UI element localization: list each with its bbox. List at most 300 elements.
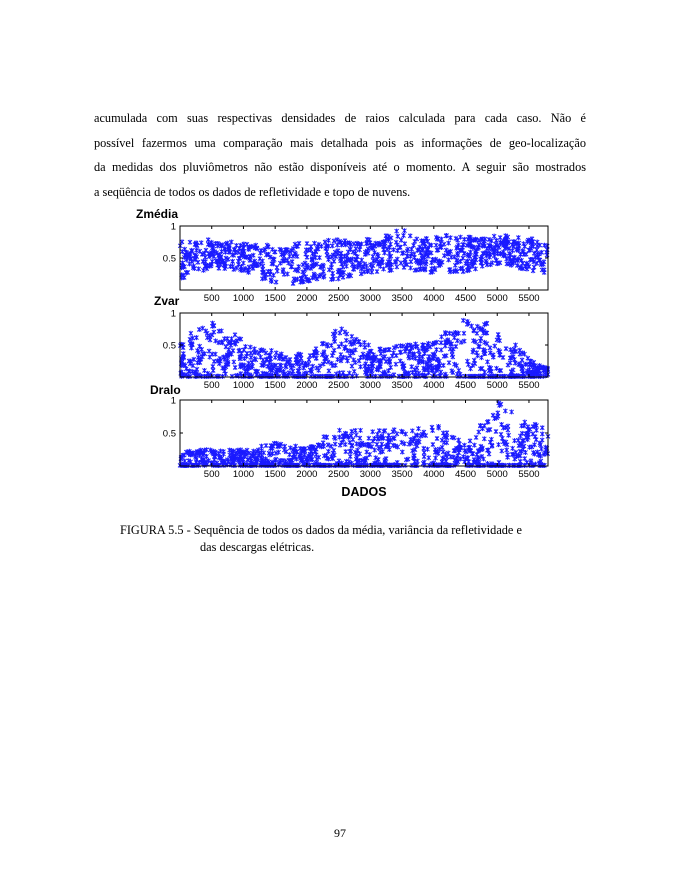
x-tick-label: 3000 xyxy=(359,380,381,391)
data-marker xyxy=(518,348,522,353)
data-marker xyxy=(485,359,489,364)
x-tick-label: 4500 xyxy=(454,380,477,391)
data-marker xyxy=(408,233,412,238)
data-marker xyxy=(422,446,426,451)
data-marker xyxy=(333,363,337,368)
data-marker xyxy=(466,362,470,367)
data-marker xyxy=(434,347,438,352)
data-marker xyxy=(304,252,308,257)
data-marker xyxy=(395,264,399,269)
data-marker xyxy=(346,358,350,363)
data-marker xyxy=(195,367,199,372)
data-marker xyxy=(410,364,414,369)
data-marker xyxy=(239,351,243,356)
data-marker xyxy=(211,364,215,369)
data-marker xyxy=(208,337,212,342)
data-marker xyxy=(475,452,479,457)
data-marker xyxy=(500,436,504,441)
data-marker xyxy=(302,366,306,371)
data-marker xyxy=(397,374,401,379)
data-marker xyxy=(427,370,431,375)
data-marker xyxy=(412,255,416,260)
data-marker xyxy=(510,409,514,414)
data-marker xyxy=(288,452,292,457)
data-marker xyxy=(234,243,238,248)
data-marker xyxy=(367,343,371,348)
data-marker xyxy=(187,261,191,266)
x-tick-label: 1000 xyxy=(232,469,255,480)
data-marker xyxy=(395,431,399,436)
data-marker xyxy=(415,365,419,370)
data-marker xyxy=(358,247,362,252)
data-marker xyxy=(258,251,262,256)
data-marker xyxy=(422,454,426,459)
data-marker xyxy=(516,438,520,443)
data-marker xyxy=(341,370,345,375)
data-marker xyxy=(358,436,362,441)
data-marker xyxy=(514,450,518,455)
data-marker xyxy=(427,354,431,359)
x-tick-label: 500 xyxy=(203,469,220,480)
data-marker xyxy=(386,368,390,373)
data-marker xyxy=(470,323,474,328)
data-marker xyxy=(197,327,201,332)
x-tick-label: 5500 xyxy=(518,380,540,391)
data-marker xyxy=(387,447,391,452)
data-marker xyxy=(496,410,500,415)
x-tick-label: 1500 xyxy=(264,469,286,480)
data-marker xyxy=(434,456,438,461)
data-marker xyxy=(273,249,277,254)
data-marker xyxy=(492,234,496,239)
x-tick-label: 4500 xyxy=(454,293,477,304)
data-marker xyxy=(447,331,451,336)
data-marker xyxy=(380,442,384,447)
data-marker xyxy=(309,374,313,379)
x-tick-label: 5500 xyxy=(518,293,540,304)
data-marker xyxy=(455,258,459,263)
data-marker xyxy=(335,242,339,247)
data-marker xyxy=(242,347,246,352)
figure-5-5 xyxy=(130,204,560,504)
caption-line-1: FIGURA 5.5 - Sequência de todos os dados da média, variância da refletividade e xyxy=(120,523,522,537)
data-marker xyxy=(531,268,535,273)
data-marker xyxy=(497,442,501,447)
data-marker xyxy=(482,436,486,441)
data-marker xyxy=(516,235,520,240)
data-marker xyxy=(242,356,246,361)
data-marker xyxy=(224,344,228,349)
data-marker xyxy=(269,348,273,353)
data-marker xyxy=(416,426,420,431)
x-tick-label: 5000 xyxy=(486,380,508,391)
data-marker xyxy=(359,364,363,369)
data-marker xyxy=(233,365,237,370)
data-marker xyxy=(415,236,419,241)
data-marker xyxy=(520,357,524,362)
x-tick-label: 3500 xyxy=(391,380,413,391)
data-marker xyxy=(478,423,482,428)
data-marker xyxy=(524,252,528,257)
data-marker xyxy=(194,335,198,340)
x-tick-label: 3500 xyxy=(391,469,413,480)
body-line: acumulada com suas respectivas densidades de raios calculada para cada caso. Não é xyxy=(94,111,586,125)
data-marker xyxy=(402,228,406,233)
data-marker xyxy=(214,241,218,246)
data-marker xyxy=(534,428,538,433)
data-marker xyxy=(500,448,504,453)
data-marker xyxy=(308,353,312,358)
data-marker xyxy=(523,420,527,425)
x-tick-label: 4000 xyxy=(423,293,445,304)
data-marker xyxy=(198,344,202,349)
data-marker xyxy=(353,428,357,433)
data-marker xyxy=(261,358,265,363)
y-tick-label: 1 xyxy=(170,308,176,320)
data-marker xyxy=(228,264,232,269)
data-marker xyxy=(194,248,198,253)
data-marker xyxy=(507,463,511,468)
figure-svg xyxy=(130,204,560,504)
data-marker xyxy=(542,270,546,275)
data-marker xyxy=(442,242,446,247)
data-marker xyxy=(375,269,379,274)
data-marker xyxy=(188,240,192,245)
data-marker xyxy=(317,455,321,460)
data-marker xyxy=(506,455,510,460)
x-tick-label: 1000 xyxy=(232,380,255,391)
x-tick-label: 2000 xyxy=(296,293,318,304)
data-marker xyxy=(425,447,429,452)
data-marker xyxy=(344,338,348,343)
data-marker xyxy=(247,265,251,270)
data-marker xyxy=(288,445,292,450)
data-marker xyxy=(206,237,210,242)
data-marker xyxy=(241,261,245,266)
data-marker xyxy=(229,239,233,244)
data-marker xyxy=(344,449,348,454)
data-marker xyxy=(494,238,498,243)
data-marker xyxy=(475,350,479,355)
data-marker xyxy=(330,353,334,358)
data-marker xyxy=(410,247,414,252)
data-marker xyxy=(264,350,268,355)
page-number: 97 xyxy=(334,826,346,840)
body-line: a seqüência de todos os dados de refletividade e topo de nuvens. xyxy=(94,184,411,199)
data-marker xyxy=(181,260,185,265)
data-marker xyxy=(355,441,359,446)
data-marker xyxy=(462,443,466,448)
data-marker xyxy=(488,345,492,350)
panel-title: Zvar xyxy=(154,294,180,308)
data-marker xyxy=(412,243,416,248)
x-tick-label: 1500 xyxy=(264,380,286,391)
data-marker xyxy=(189,331,193,336)
data-marker xyxy=(283,444,287,449)
data-marker xyxy=(357,358,361,363)
data-marker xyxy=(239,374,243,379)
data-marker xyxy=(315,365,319,370)
data-marker xyxy=(345,331,349,336)
data-marker xyxy=(523,463,527,468)
data-marker xyxy=(511,446,515,451)
data-marker xyxy=(338,428,342,433)
data-marker xyxy=(232,359,236,364)
data-marker xyxy=(402,233,406,238)
data-marker xyxy=(461,256,465,261)
data-marker xyxy=(493,344,497,349)
data-marker xyxy=(366,374,370,379)
data-marker xyxy=(445,455,449,460)
data-marker xyxy=(447,360,451,365)
data-marker xyxy=(514,342,518,347)
data-marker xyxy=(365,449,369,454)
data-marker xyxy=(399,261,403,266)
data-marker xyxy=(311,364,315,369)
data-marker xyxy=(410,428,414,433)
data-marker xyxy=(373,448,377,453)
data-marker xyxy=(479,336,483,341)
data-marker xyxy=(447,241,451,246)
data-marker xyxy=(345,374,349,379)
data-marker xyxy=(338,435,342,440)
data-marker xyxy=(231,259,235,264)
data-marker xyxy=(219,328,223,333)
data-marker xyxy=(220,249,224,254)
data-marker xyxy=(527,445,531,450)
x-tick-label: 4000 xyxy=(423,380,445,391)
data-marker xyxy=(314,249,318,254)
data-marker xyxy=(297,264,301,269)
x-tick-label: 5000 xyxy=(486,293,508,304)
x-tick-label: 2500 xyxy=(328,293,350,304)
data-marker xyxy=(354,246,358,251)
data-marker xyxy=(383,354,387,359)
data-marker xyxy=(394,362,398,367)
data-marker xyxy=(375,432,379,437)
data-marker xyxy=(304,247,308,252)
data-marker xyxy=(333,442,337,447)
data-marker xyxy=(473,266,477,271)
data-marker xyxy=(498,235,502,240)
data-marker xyxy=(298,364,302,369)
data-marker xyxy=(371,429,375,434)
data-marker xyxy=(327,267,331,272)
data-marker xyxy=(480,355,484,360)
data-marker xyxy=(364,361,368,366)
data-marker xyxy=(454,344,458,349)
data-marker xyxy=(444,248,448,253)
data-marker xyxy=(427,455,431,460)
caption-line-2: das descargas elétricas. xyxy=(200,540,315,554)
data-marker xyxy=(285,272,289,277)
data-marker xyxy=(407,374,411,379)
data-marker xyxy=(231,264,235,269)
data-marker xyxy=(363,345,367,350)
data-marker xyxy=(384,233,388,238)
data-marker xyxy=(260,258,264,263)
x-tick-label: 5000 xyxy=(486,469,508,480)
data-marker xyxy=(233,332,237,337)
data-marker xyxy=(249,355,253,360)
data-marker xyxy=(392,247,396,252)
data-marker xyxy=(305,241,309,246)
y-tick-label: 0.5 xyxy=(162,428,176,440)
data-marker xyxy=(332,348,336,353)
x-tick-label: 4000 xyxy=(423,469,445,480)
data-marker xyxy=(344,264,348,269)
data-marker xyxy=(431,442,435,447)
data-marker xyxy=(458,372,462,377)
data-marker xyxy=(462,331,466,336)
data-marker xyxy=(330,262,334,267)
data-marker xyxy=(445,430,449,435)
data-marker xyxy=(362,340,366,345)
data-marker xyxy=(531,431,535,436)
data-marker xyxy=(390,353,394,358)
data-marker xyxy=(271,273,275,278)
data-marker xyxy=(409,259,413,264)
data-marker xyxy=(480,264,484,269)
x-tick-label: 3000 xyxy=(359,293,381,304)
data-marker xyxy=(355,373,359,378)
data-marker xyxy=(274,280,278,285)
data-marker xyxy=(317,255,321,260)
data-marker xyxy=(445,440,449,445)
data-marker xyxy=(400,450,404,455)
data-marker xyxy=(522,241,526,246)
x-tick-label: 1000 xyxy=(232,293,255,304)
data-marker xyxy=(274,350,278,355)
data-marker xyxy=(371,254,375,259)
data-marker xyxy=(373,436,377,441)
data-marker xyxy=(222,336,226,341)
data-marker xyxy=(439,340,443,345)
data-marker xyxy=(236,258,240,263)
data-marker xyxy=(290,259,294,264)
data-marker xyxy=(503,408,507,413)
data-marker xyxy=(491,355,495,360)
data-marker xyxy=(367,436,371,441)
data-marker xyxy=(204,248,208,253)
data-marker xyxy=(469,250,473,255)
data-marker xyxy=(264,443,268,448)
data-marker xyxy=(472,443,476,448)
data-marker xyxy=(431,428,435,433)
x-tick-label: 4500 xyxy=(454,469,477,480)
body-line: da medidas dos pluviômetros não estão disponíveis até o momento. A seguir são mostrados xyxy=(94,160,586,174)
data-marker xyxy=(230,336,234,341)
data-marker xyxy=(370,270,374,275)
data-marker xyxy=(513,438,517,443)
data-marker xyxy=(248,345,252,350)
y-tick-label: 1 xyxy=(170,395,176,407)
data-marker xyxy=(448,235,452,240)
data-marker xyxy=(337,344,341,349)
data-marker xyxy=(449,255,453,260)
data-marker xyxy=(507,433,511,438)
data-marker xyxy=(505,448,509,453)
x-tick-label: 2000 xyxy=(296,469,318,480)
x-tick-label: 5500 xyxy=(518,469,540,480)
x-tick-label: 1500 xyxy=(264,293,286,304)
data-marker xyxy=(540,431,544,436)
data-marker xyxy=(457,438,461,443)
data-marker xyxy=(202,368,206,373)
data-marker xyxy=(387,251,391,256)
data-marker xyxy=(326,449,330,454)
data-marker xyxy=(441,449,445,454)
x-tick-label: 3000 xyxy=(359,469,381,480)
data-marker xyxy=(399,238,403,243)
data-marker xyxy=(494,429,498,434)
data-marker xyxy=(350,334,354,339)
data-marker xyxy=(361,352,365,357)
data-marker xyxy=(452,362,456,367)
data-marker xyxy=(352,369,356,374)
data-marker xyxy=(440,334,444,339)
data-marker xyxy=(472,358,476,363)
data-marker xyxy=(348,247,352,252)
data-marker xyxy=(508,360,512,365)
data-marker xyxy=(396,234,400,239)
data-marker xyxy=(368,240,372,245)
data-marker xyxy=(439,347,443,352)
data-marker xyxy=(523,456,527,461)
data-marker xyxy=(533,442,537,447)
data-marker xyxy=(250,360,254,365)
data-marker xyxy=(394,353,398,358)
data-marker xyxy=(394,240,398,245)
data-marker xyxy=(396,248,400,253)
data-marker xyxy=(403,241,407,246)
data-marker xyxy=(469,366,473,371)
data-marker xyxy=(210,352,214,357)
x-tick-label: 2000 xyxy=(296,380,318,391)
data-marker xyxy=(333,339,337,344)
x-tick-label: 3500 xyxy=(391,293,413,304)
data-marker xyxy=(326,257,330,262)
data-marker xyxy=(330,243,334,248)
data-marker xyxy=(403,463,407,468)
data-marker xyxy=(203,255,207,260)
data-marker xyxy=(288,254,292,259)
data-marker xyxy=(359,428,363,433)
body-line: possível fazermos uma comparação mais detalhada pois as informações de geo-localização xyxy=(94,135,586,150)
data-marker xyxy=(351,463,355,468)
data-marker xyxy=(518,433,522,438)
data-marker xyxy=(197,266,201,271)
data-marker xyxy=(395,229,399,234)
data-marker xyxy=(506,427,510,432)
data-marker xyxy=(504,346,508,351)
data-marker xyxy=(278,261,282,266)
data-marker xyxy=(434,243,438,248)
data-marker xyxy=(461,318,465,323)
data-marker xyxy=(275,269,279,274)
data-marker xyxy=(338,331,342,336)
data-marker xyxy=(373,374,377,379)
figure-caption xyxy=(120,522,580,556)
data-marker xyxy=(435,436,439,441)
data-marker xyxy=(221,452,225,457)
panel-title: Zmédia xyxy=(136,207,179,221)
data-marker xyxy=(327,368,331,373)
data-marker xyxy=(224,371,228,376)
data-marker xyxy=(354,433,358,438)
data-marker xyxy=(329,343,333,348)
data-marker xyxy=(350,429,354,434)
